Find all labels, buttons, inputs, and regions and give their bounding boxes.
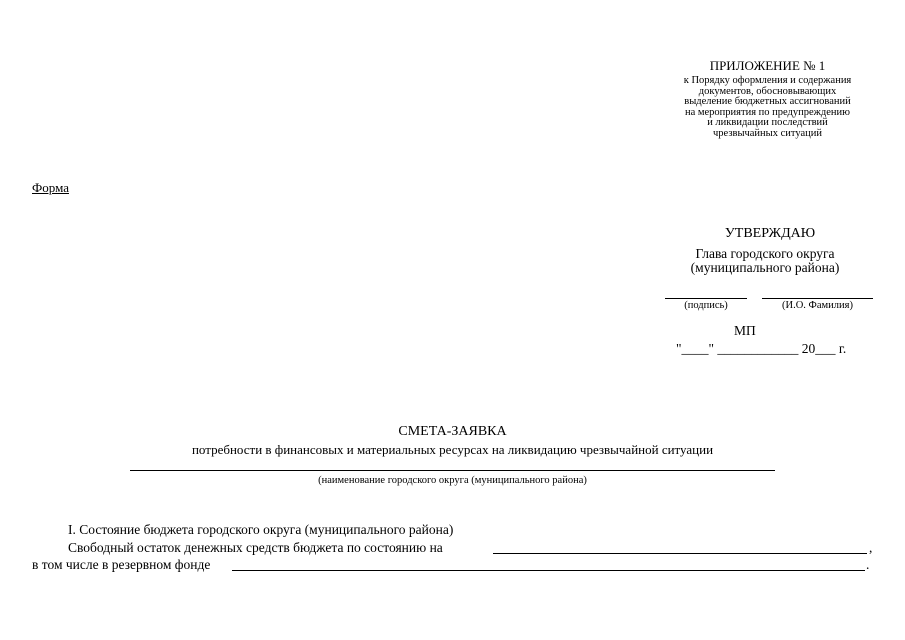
form-label: Форма [32,180,69,195]
appendix-line: к Порядку оформления и содержания [683,75,852,86]
balance-date-line [493,553,867,554]
appendix-line: на мероприятия по предупреждению [684,106,851,118]
district-name-caption: (наименование городского округа (муниципального района) [318,475,587,486]
document-title: СМЕТА-ЗАЯВКА [398,424,507,439]
district-name-line [130,470,775,471]
appendix-title: ПРИЛОЖЕНИЕ № 1 [709,58,826,73]
reserve-period: . [866,557,870,572]
appendix-description [650,76,885,140]
appendix-line: выделение бюджетных ассигнований [684,96,851,108]
appendix-line: документов, обосновывающих [698,85,837,97]
signature-caption: (подпись) [684,300,728,311]
name-line [762,298,873,299]
approver-position-detail: (муниципального района) [690,260,840,275]
appendix-line: чрезвычайных ситуаций [713,127,822,139]
section-heading: I. Состояние бюджета городского округа (муниципального района) [68,522,454,537]
approver-position: Глава городского округа [695,246,835,261]
balance-comma: , [869,540,873,555]
approval-date: "____" ____________ 20___ г. [676,341,847,356]
name-caption: (И.О. Фамилия) [782,300,853,311]
balance-label: Свободный остаток денежных средств бюджета по состоянию на [68,540,443,555]
appendix-line: и ликвидации последствий [707,117,828,129]
reserve-label: в том числе в резервном фонде [32,557,211,572]
document-subtitle: потребности в финансовых и материальных ресурсах на ликвидацию чрезвычайной ситуации [191,442,714,457]
signature-line [665,298,747,299]
stamp-label: МП [734,323,756,338]
approval-heading: УТВЕРЖДАЮ [724,226,816,241]
reserve-amount-line [232,570,865,571]
